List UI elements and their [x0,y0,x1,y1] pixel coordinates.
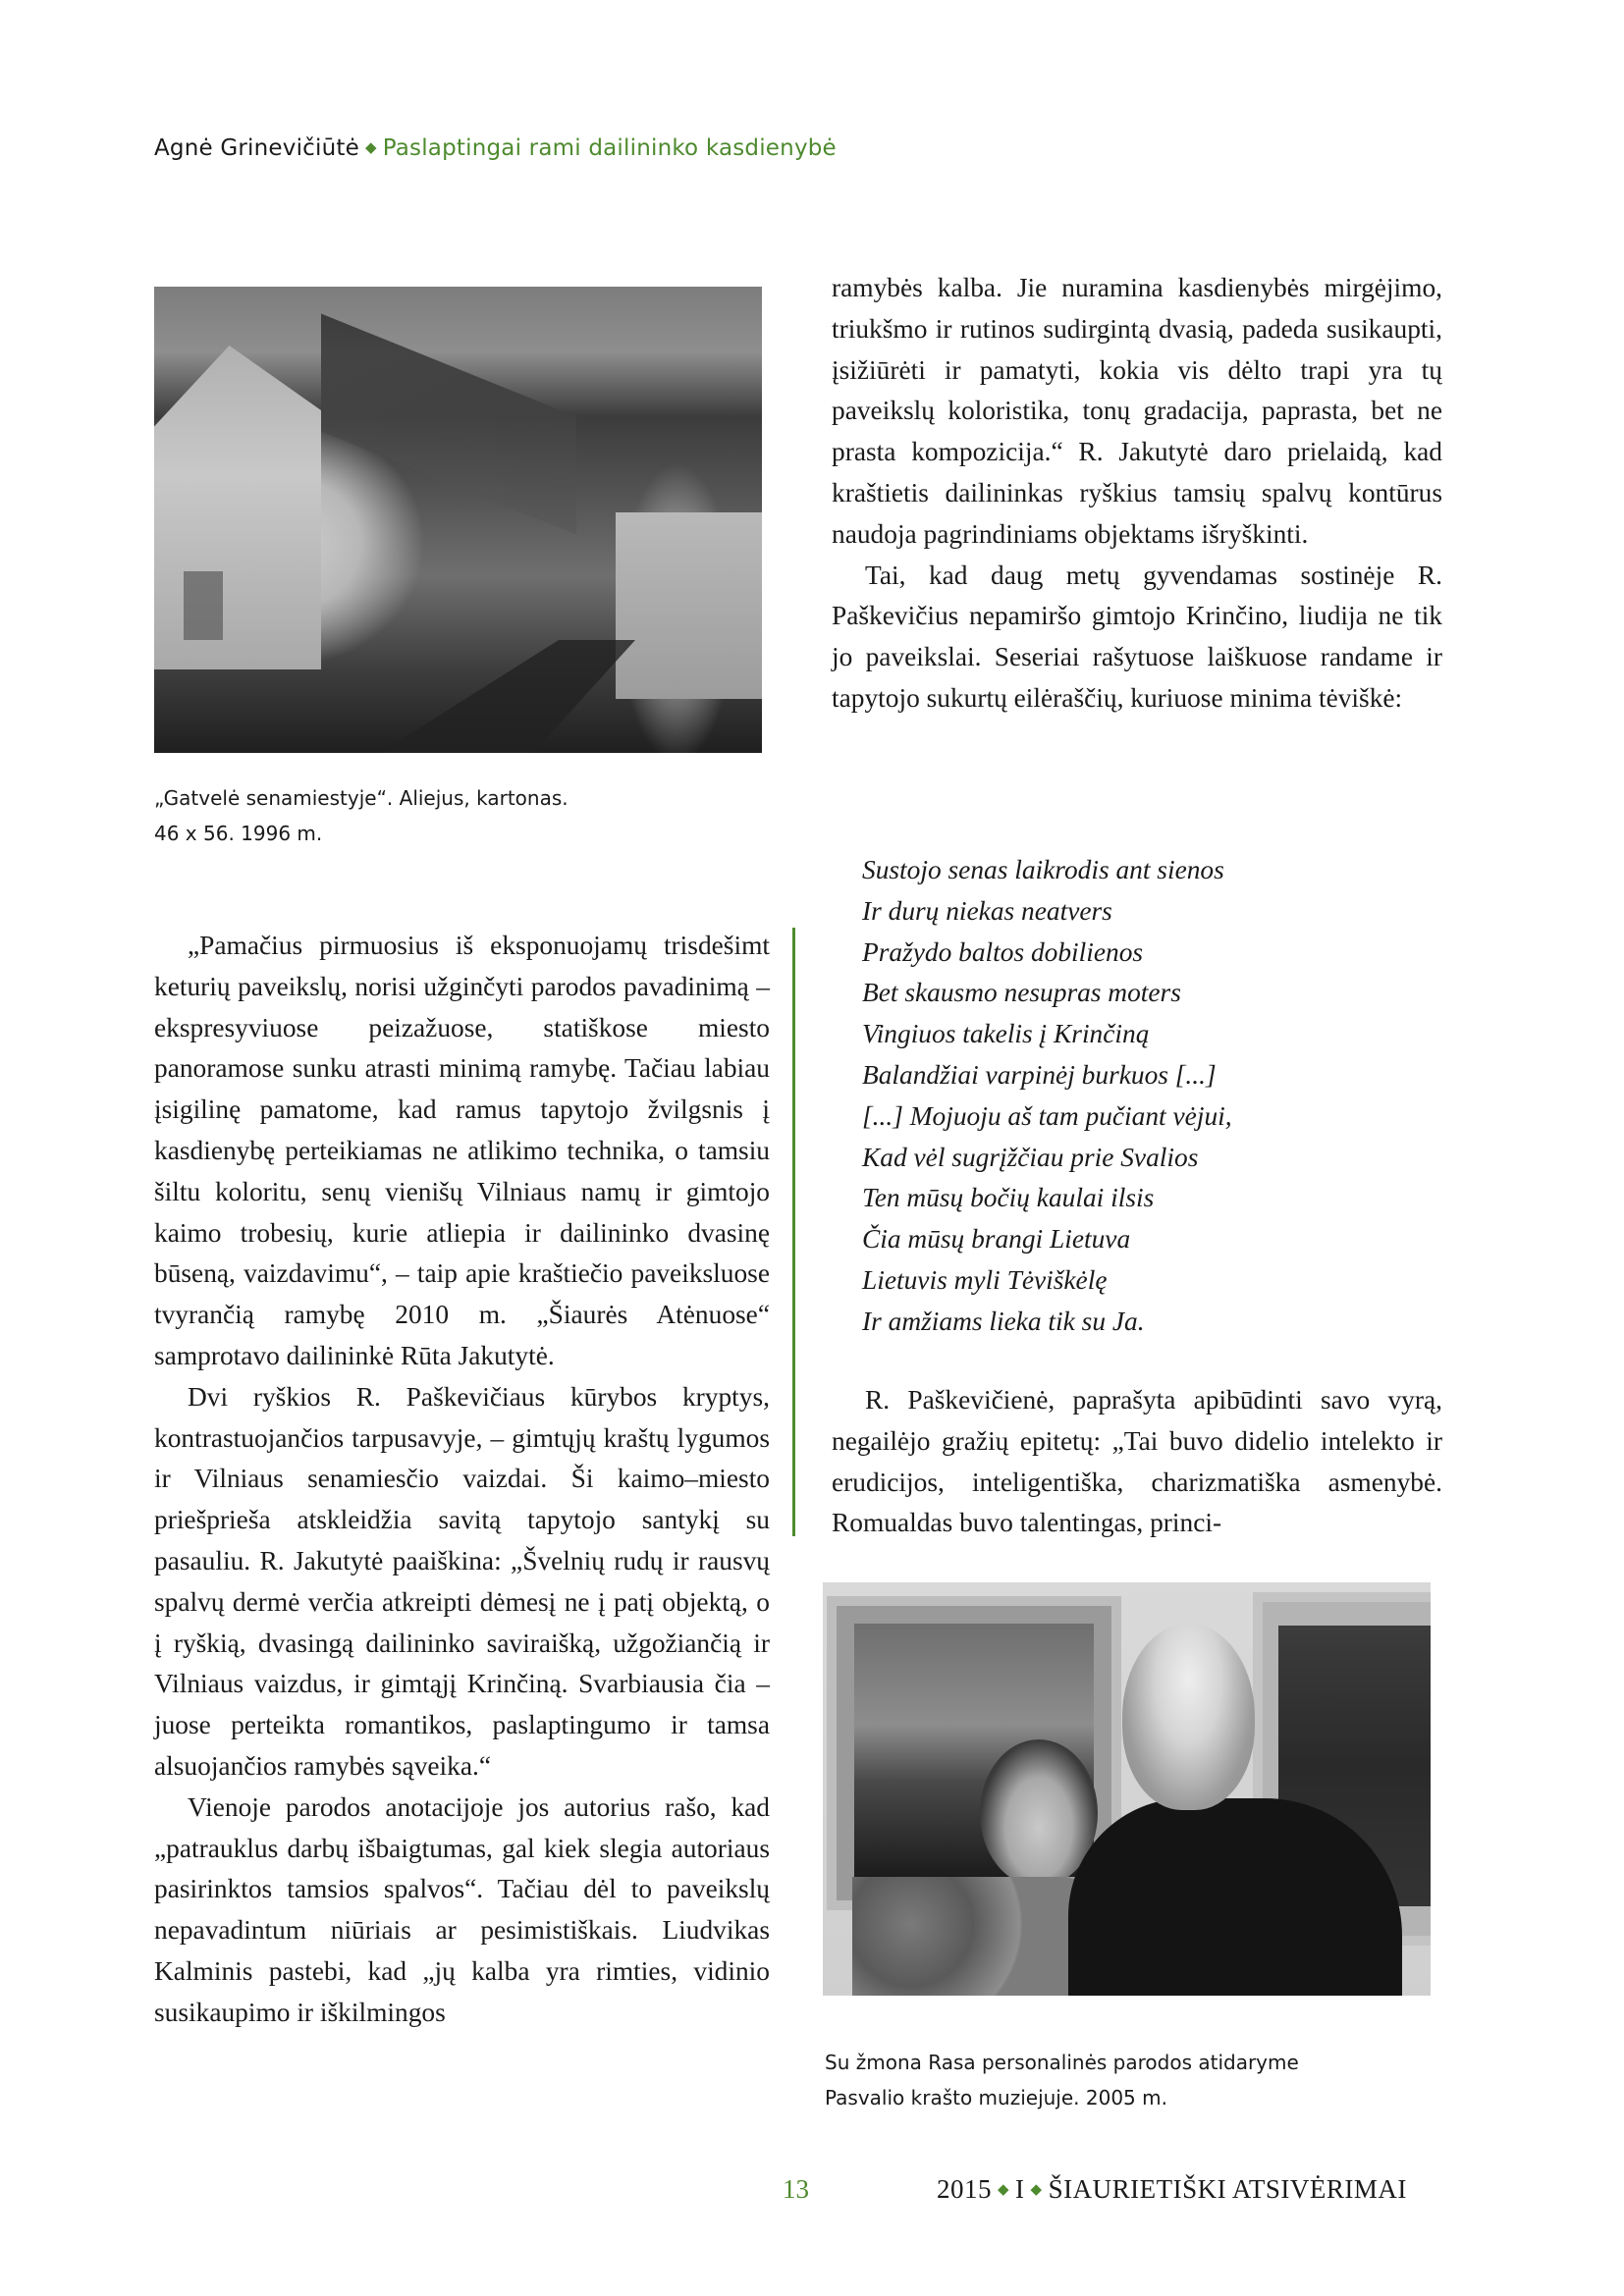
painting-gable-shape [154,346,321,669]
diamond-separator-icon: ◆ [998,2182,1010,2198]
poem-line: Pražydo baltos dobilienos [862,936,1144,967]
poem-line: [...] Mojuoju aš tam pučiant vėjui, [862,1100,1232,1131]
painting-wall-shape [616,512,762,699]
painting-roof-shape [321,313,576,534]
painting-caption-line2: 46 x 56. 1996 m. [154,822,323,845]
journal-footer [937,2174,1407,2205]
painting-window-shape [184,571,223,640]
photo-caption [825,2045,1299,2115]
paragraph: Tai, kad daug metų gyvendamas sostinėje R. Paškevičius nepamiršo gimtojo Krinčino, liudija ne tik jo paveikslai. Seseriai rašytuose laiškuose randame ir tapytojo sukurtų eilėraščių, kuriuose minima tėviškė: [832,560,1442,713]
footer-journal-name: ŠIAURIETIŠKI ATSIVĖRIMAI [1048,2174,1407,2204]
left-column [154,926,770,2034]
poem-line: Kad vėl sugrįžčiau prie Svalios [862,1142,1199,1172]
photo-man-head [1122,1624,1255,1810]
poem-block [862,850,1412,1343]
photo-caption-line2: Pasvalio krašto muziejuje. 2005 m. [825,2086,1167,2109]
painting-caption [154,780,568,851]
poem-line: Čia mūsų brangi Lietuva [862,1224,1131,1255]
photo-flowers [852,1877,1049,1996]
poem-line: Ir durų niekas neatvers [862,895,1112,926]
poem-line: Ten mūsų bočių kaulai ilsis [862,1183,1155,1213]
paragraph: R. Paškevičienė, paprašyta apibūdinti savo vyrą, negailėjo gražių epitetų: „Tai buvo didelio intelekto ir erudicijos, inteligentiška, charizmatiška asmenybė. Romualdas buvo talentingas, princi- [832,1385,1442,1538]
running-head [154,135,837,161]
author-name: Agnė Grinevičiūtė [154,135,359,161]
paragraph: Vienoje parodos anotacijoje jos autorius rašo, kad „patrauklus darbų išbaigtumas, gal kiek slegia autoriaus pasirinktos tamsios spalvos“. Tačiau dėl to paveikslų nepavadintum niūriais ar pesimistiškais. Liudvikas Kalminis pastebi, kad „jų kalba yra rimties, vidinio susikaupimo ir iškilmingos [154,1791,770,2027]
footer-year: 2015 [937,2174,992,2204]
diamond-separator-icon: ◆ [364,138,377,156]
article-title: Paslaptingai rami dailininko kasdienybė [382,135,837,161]
painting-street-shape [380,640,635,753]
poem-line: Sustojo senas laikrodis ant sienos [862,855,1224,884]
right-column-bottom [832,1380,1442,1544]
right-column-top [832,268,1442,720]
photo-caption-line1: Su žmona Rasa personalinės parodos atidaryme [825,2051,1299,2074]
poem-line: Balandžiai varpinėj burkuos [...] [862,1059,1217,1090]
green-vertical-rule [792,928,795,1536]
couple-photo [823,1582,1431,1996]
poem-line: Vingiuos takelis į Krinčiną [862,1019,1150,1049]
painting-image [154,287,762,753]
diamond-separator-icon: ◆ [1030,2182,1043,2198]
page-number: 13 [783,2174,809,2204]
paragraph: Dvi ryškios R. Paškevičiaus kūrybos kryptys, kontrastuojančios tarpusavyje, – gimtųjų kraštų lygumos ir Vilniaus senamiesčio vaizdai. Ši kaimo–miesto priešpriešа atskleidžia savitą tapytojo santykį su pasauliu. R. Jakutytė paaiškina: „Švelnių rudų ir rausvų spalvų dermė verčia atkreipti dėmesį ne į patį objektą, o į ryškią, dvasingą dailininko saviraišką, užgožiančią ir Vilniaus vaizdus, ir gimtąjį Krinčiną. Svarbiausia čia – juose perteikta romantikos, paslaptingumo ir tamsa alsuojančios ramybės sąveika.“ [154,1381,770,1781]
poem-line: Ir amžiams lieka tik su Ja. [862,1306,1145,1336]
poem-line: Lietuvis myli Tėviškėlę [862,1264,1108,1295]
footer-issue: I [1015,2174,1025,2204]
painting-caption-line1: „Gatvelė senamiestyje“. Aliejus, kartonas. [154,786,568,810]
paragraph: ramybės kalba. Jie nuramina kasdienybės mirgėjimo, triukšmo ir rutinos sudirgintą dvasią, padeda susikaupti, įsižiūrėti ir pamatyti, kokia vis dėlto trapi yra tų paveikslų koloristika, tonų gradacija, paprasta, bet ne prasta kompozicija.“ R. Jakutytė daro prielaidą, kad kraštietis dailininkas ryškius tamsių spalvų kontūrus naudoja pagrindiniams objektams išryškinti. [832,273,1442,549]
poem-line: Bet skausmo nesupras moters [862,978,1181,1008]
paragraph: „Pamačius pirmuosius iš eksponuojamų trisdešimt keturių paveikslų, norisi užginčyti parodos pavadinimą – ekspresyviuose peizažuose, statiškose miesto panoramose sunku atrasti minimą ramybę. Tačiau labiau įsigilinę pamatome, kad ramus tapytojo žvilgsnis į kasdienybę perteikiamas ne atlikimo technika, o tamsiu šiltu koloritu, senų vienišų Vilniaus namų ir gimtojo kaimo trobesių, kurie atliepia ir dailininko dvasinę būseną, vaizdavimu“, – taip apie kraštiečio paveiksluose tvyrančią ramybę 2010 m. „Šiaurės Atėnuose“ samprotavo dailininkė Rūta Jakutytė. [154,931,770,1370]
